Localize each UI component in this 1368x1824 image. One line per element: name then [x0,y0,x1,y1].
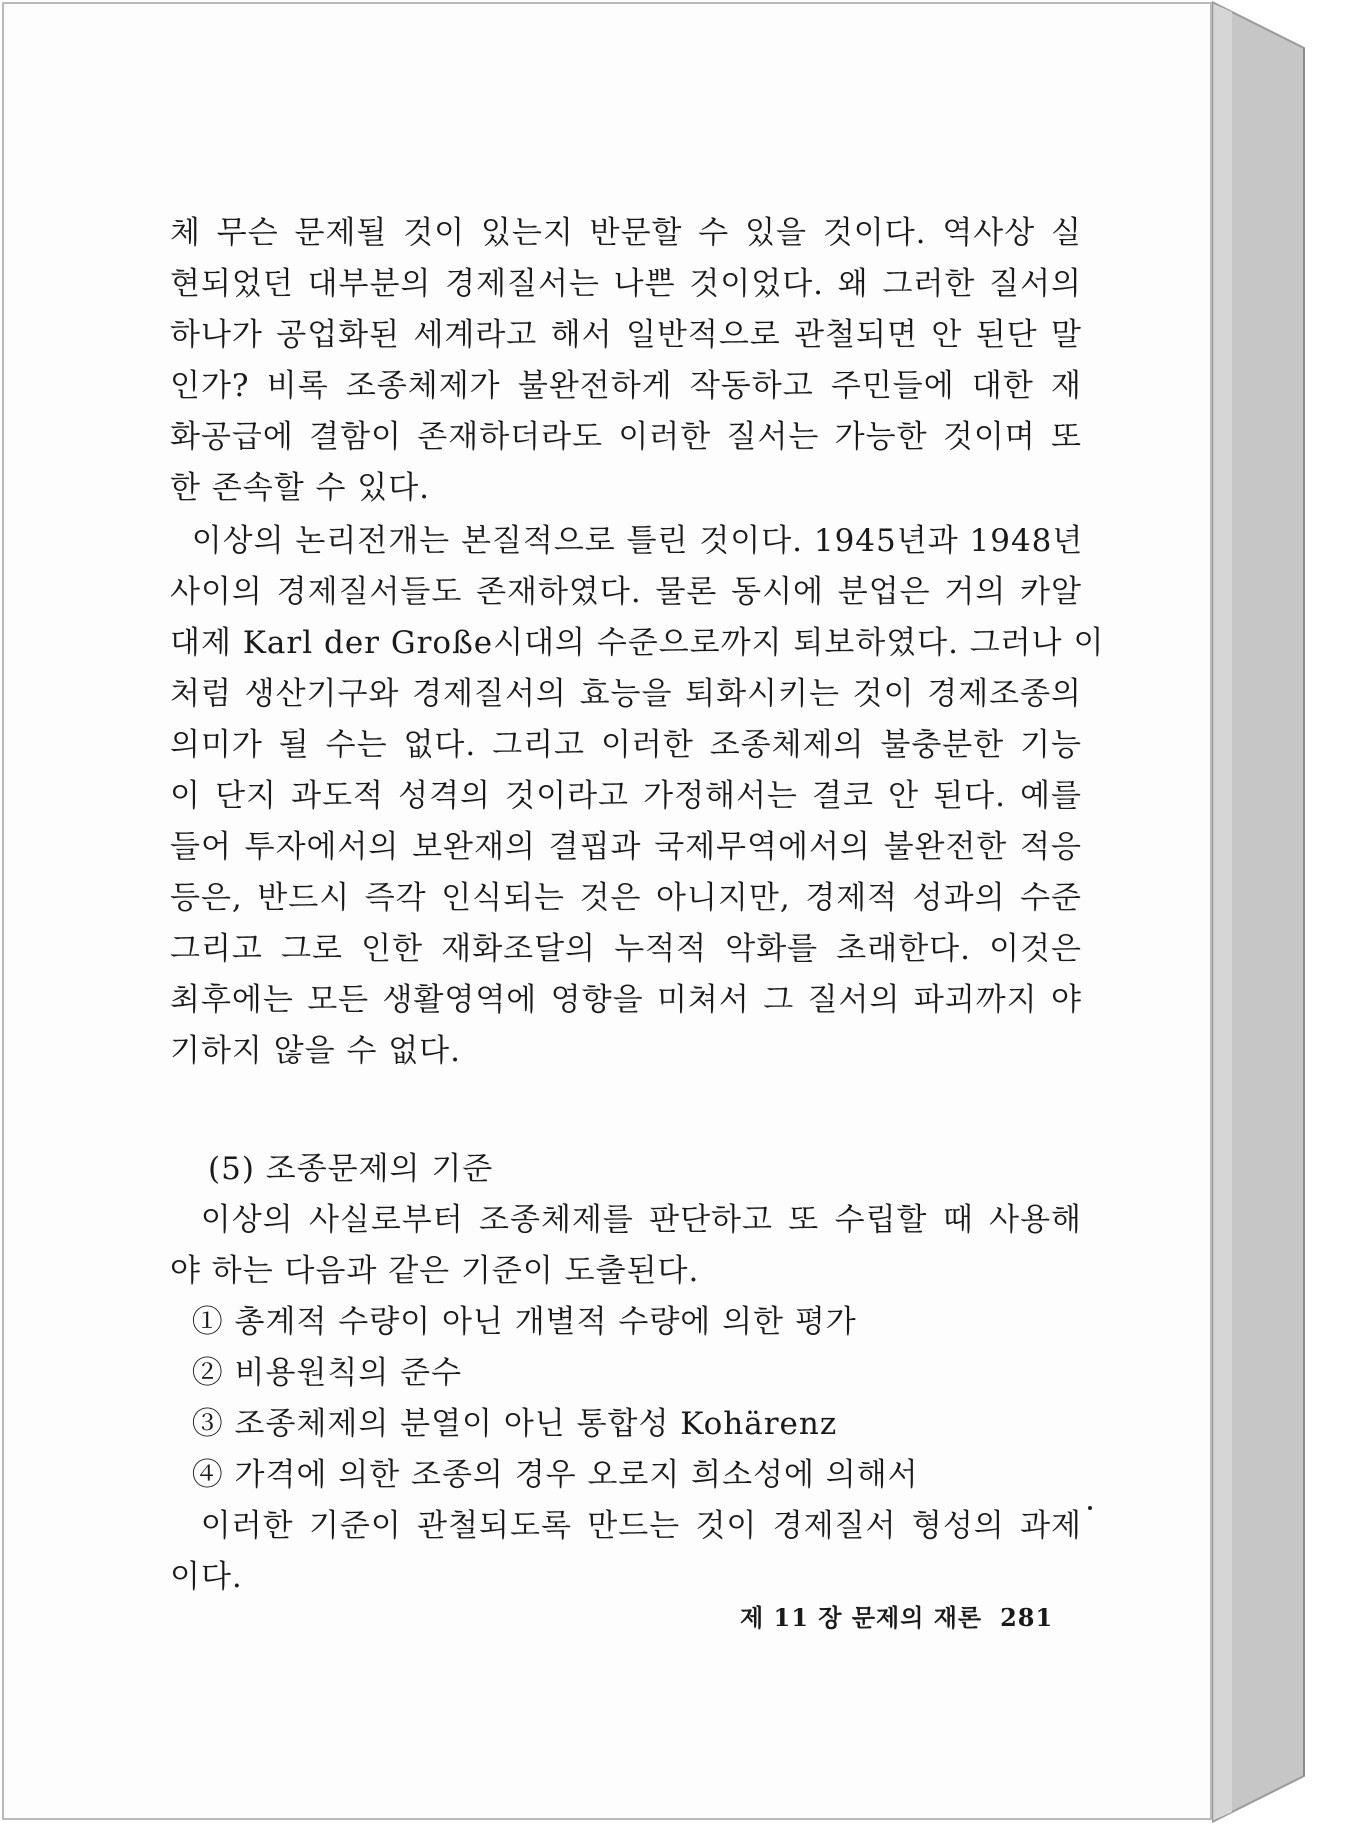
text-line: 이 단지 과도적 성격의 것이라고 가정해서는 결코 안 된다. 예를 [170,778,1082,814]
text-line: 한 존속할 수 있다. [170,470,431,506]
paragraph-1 [170,208,1082,514]
text-line: 현되었던 대부분의 경제질서는 나쁜 것이었다. 왜 그러한 질서의 [170,266,1082,302]
section-heading: (5) 조종문제의 기준 [208,1151,494,1187]
text-line: 그리고 그로 인한 재화조달의 누적적 악화를 초래한다. 이것은 [170,931,1082,967]
text-line: 이다. [170,1559,243,1595]
paragraph-2 [170,516,1105,1077]
text-line: 처럼 생산기구와 경제질서의 효능을 퇴화시키는 것이 경제조종의 [170,676,1082,712]
text-line: 체 무슨 문제될 것이 있는지 반문할 수 있을 것이다. 역사상 실 [170,215,1082,251]
text-line: 기하지 않을 수 없다. [170,1033,461,1069]
text-line: 의미가 될 수는 없다. 그리고 이러한 조종체제의 불충분한 기능 [170,727,1082,763]
criterion-item: ④ 가격에 의한 조종의 경우 오로지 희소성에 의해서 [170,1457,919,1493]
criterion-item: ③ 조종체제의 분열이 아닌 통합성 Kohärenz [170,1406,838,1442]
section-criteria [170,1143,1082,1603]
text-line: 등은, 반드시 즉각 인식되는 것은 아니지만, 경제적 성과의 수준 [170,880,1082,916]
criterion-item: ② 비용원칙의 준수 [170,1355,463,1391]
text-line: 야 하는 다음과 같은 기준이 도출된다. [170,1253,700,1289]
scan-speck [1088,1506,1092,1510]
criterion-item: ① 총계적 수량이 아닌 개별적 수량에 의한 평가 [170,1304,857,1340]
text-line: 이상의 사실로부터 조종체제를 판단하고 또 수립할 때 사용해 [170,1202,1082,1238]
book-edge [1212,0,1368,1824]
text-line: 들어 투자에서의 보완재의 결핍과 국제무역에서의 불완전한 적응 [170,829,1082,865]
chapter-title: 제 11 장 문제의 재론 [740,1603,983,1632]
body-text [170,208,1105,1603]
text-line: 이러한 기준이 관철되도록 만드는 것이 경제질서 형성의 과제 [170,1508,1082,1544]
text-line: 최후에는 모든 생활영역에 영향을 미쳐서 그 질서의 파괴까지 야 [170,982,1082,1018]
text-line: 인가? 비록 조종체제가 불완전하게 작동하고 주민들에 대한 재 [170,368,1082,404]
page-number: 281 [1000,1603,1054,1632]
text-line: 이상의 논리전개는 본질적으로 틀린 것이다. 1945년과 1948년 [170,523,1084,559]
text-line: 대제 Karl der Große시대의 수준으로까지 퇴보하였다. 그러나 이 [170,625,1105,661]
running-footer [740,1598,1053,1633]
text-line: 하나가 공업화된 세계라고 해서 일반적으로 관철되면 안 된단 말 [170,317,1082,353]
text-line: 화공급에 결함이 존재하더라도 이러한 질서는 가능한 것이며 또 [170,419,1082,455]
text-line: 사이의 경제질서들도 존재하였다. 물론 동시에 분업은 거의 카알 [170,574,1082,610]
